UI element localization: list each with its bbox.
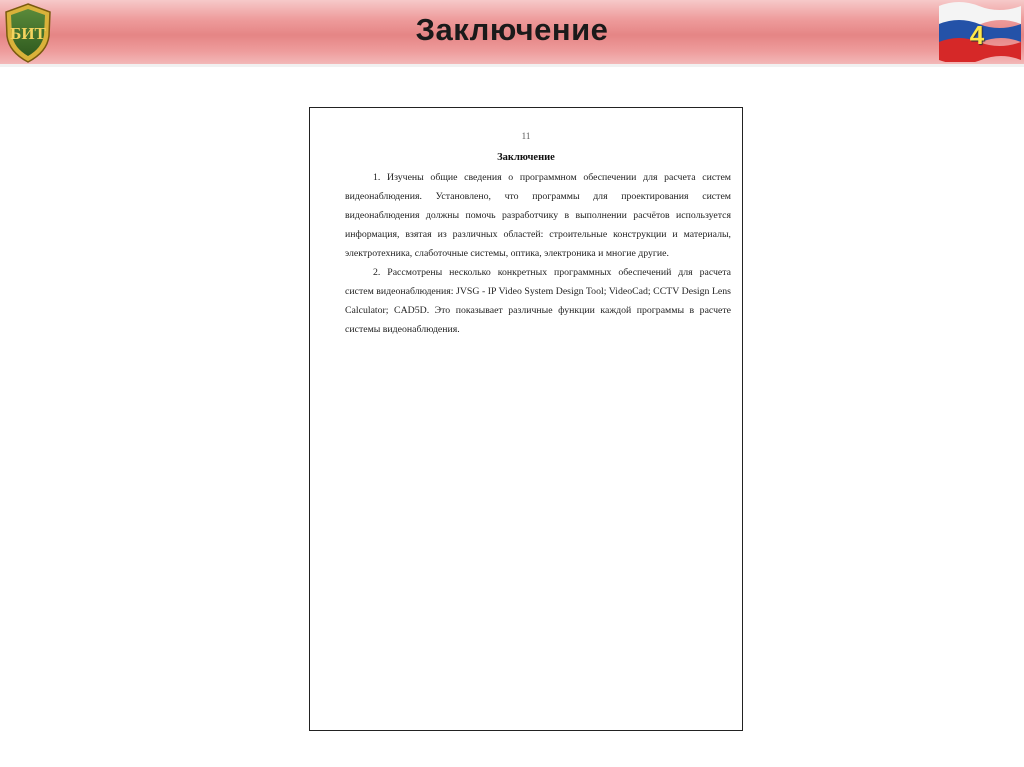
document-heading: Заключение (497, 152, 555, 163)
slide-title: Заключение (415, 12, 609, 47)
slide-number: 4 (969, 20, 985, 50)
document-body (345, 168, 731, 339)
logo-text: БИТ (10, 24, 46, 43)
document-paragraph: 1. Изучены общие сведения о программном обеспечении для расчета систем видеонаблюдения. Установлено, что программы для проектирования систем видеонаблюдения должны помочь разработчику в выполнении расчётов используется информация, взятая из различных областей: строительные конструкции и материалы, электротехника, слаботочные системы, оптика, электроника и многие другие. (345, 172, 731, 259)
document-page-number: 11 (521, 131, 531, 141)
document-page (309, 107, 743, 731)
document-paragraph: 2. Рассмотрены несколько конкретных программных обеспечений для расчета систем видеонаблюдения: JVSG - IP Video System Design Tool; VideoCad; CCTV Design Lens Calculator; CAD5D. Это показывает различные функции каждой программы в расчете системы видеонаблюдения. (345, 267, 731, 335)
header-divider (0, 64, 1024, 67)
